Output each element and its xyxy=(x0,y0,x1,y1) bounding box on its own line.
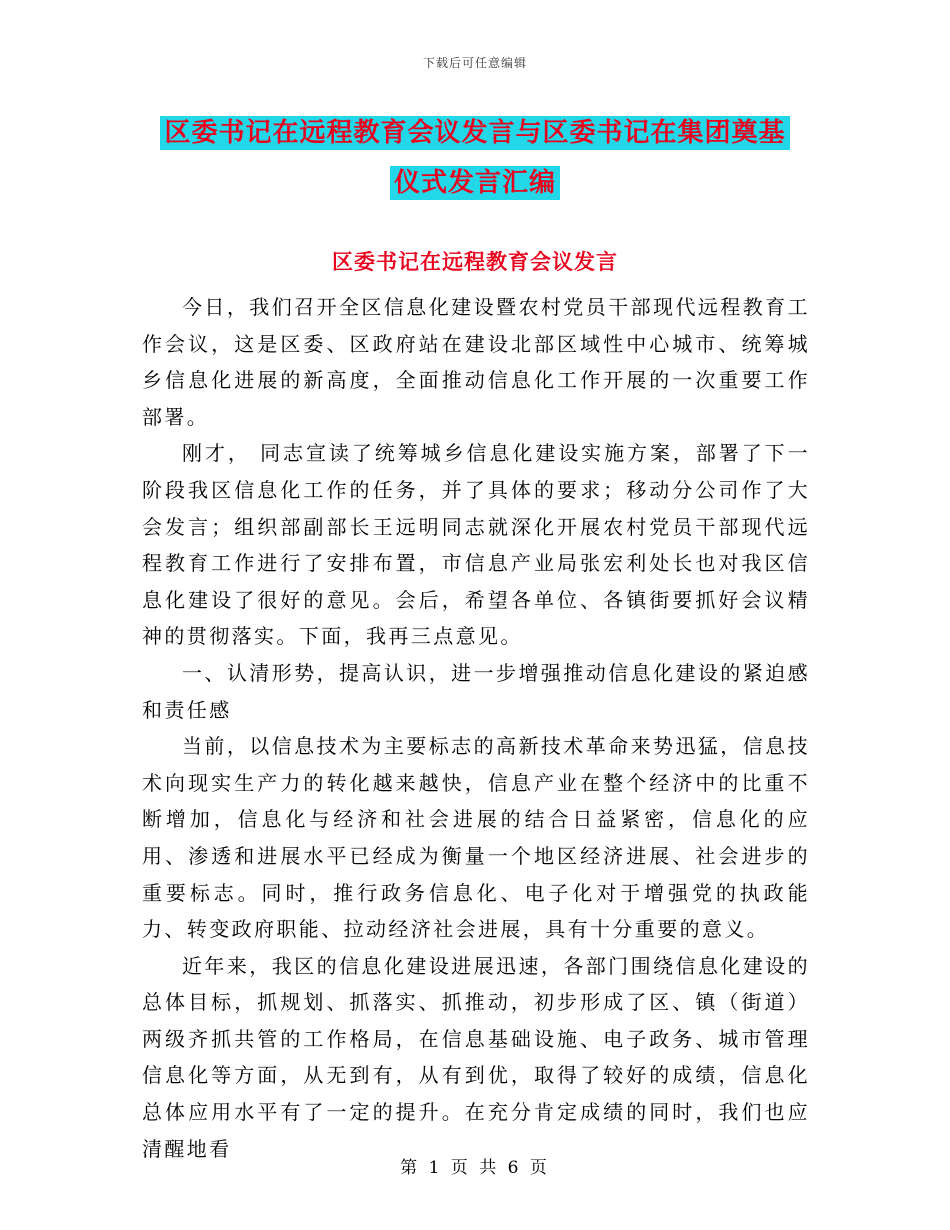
page-header-note: 下载后可任意编辑 xyxy=(422,56,527,70)
page-footer: 第 1 页 共 6 页 xyxy=(400,1158,550,1178)
document-title-line-2: 仪式发言汇编 xyxy=(390,166,560,200)
document-body xyxy=(142,289,810,1167)
section-title: 区委书记在远程教育会议发言 xyxy=(332,249,618,274)
document-title xyxy=(0,108,950,208)
document-title-line-1: 区委书记在远程教育会议发言与区委书记在集团奠基 xyxy=(160,116,789,150)
paragraph-3: 当前，以信息技术为主要标志的高新技术革命来势迅猛，信息技术向现实生产力的转化越来越快，信息产业在整个经济中的比重不断增加，信息化与经济和社会进展的结合日益紧密，信息化的应用、渗透和进展水平已经成为衡量一个地区经济进展、社会进步的重要标志。同时，推行政务信息化、电子化对于增强党的执政能力、转变政府职能、拉动经济社会进展，具有十分重要的意义。 xyxy=(142,734,810,942)
paragraph-1: 今日，我们召开全区信息化建设暨农村党员干部现代远程教育工作会议，这是区委、区政府站在建设北部区域性中心城市、统筹城乡信息化进展的新高度，全面推动信息化工作开展的一次重要工作部署。 xyxy=(142,295,810,429)
paragraph-heading-1: 一、认清形势，提高认识，进一步增强推动信息化建设的紧迫感和责任感 xyxy=(142,660,810,722)
paragraph-2: 刚才， 同志宣读了统筹城乡信息化建设实施方案，部署了下一阶段我区信息化工作的任务，并了具体的要求；移动分公司作了大会发言；组织部副部长王远明同志就深化开展农村党员干部现代远程教育工作进行了安排布置，市信息产业局张宏利处长也对我区信息化建设了很好的意见。会后，希望各单位、各镇街要抓好会议精神的贯彻落实。下面，我再三点意见。 xyxy=(142,441,810,649)
paragraph-4: 近年来，我区的信息化建设进展迅速，各部门围绕信息化建设的总体目标，抓规划、抓落实、抓推动，初步形成了区、镇（街道）两级齐抓共管的工作格局，在信息基础设施、电子政务、城市管理信息化等方面，从无到有，从有到优，取得了较好的成绩，信息化总体应用水平有了一定的提升。在充分肯定成绩的同时，我们也应清醒地看 xyxy=(142,953,810,1161)
